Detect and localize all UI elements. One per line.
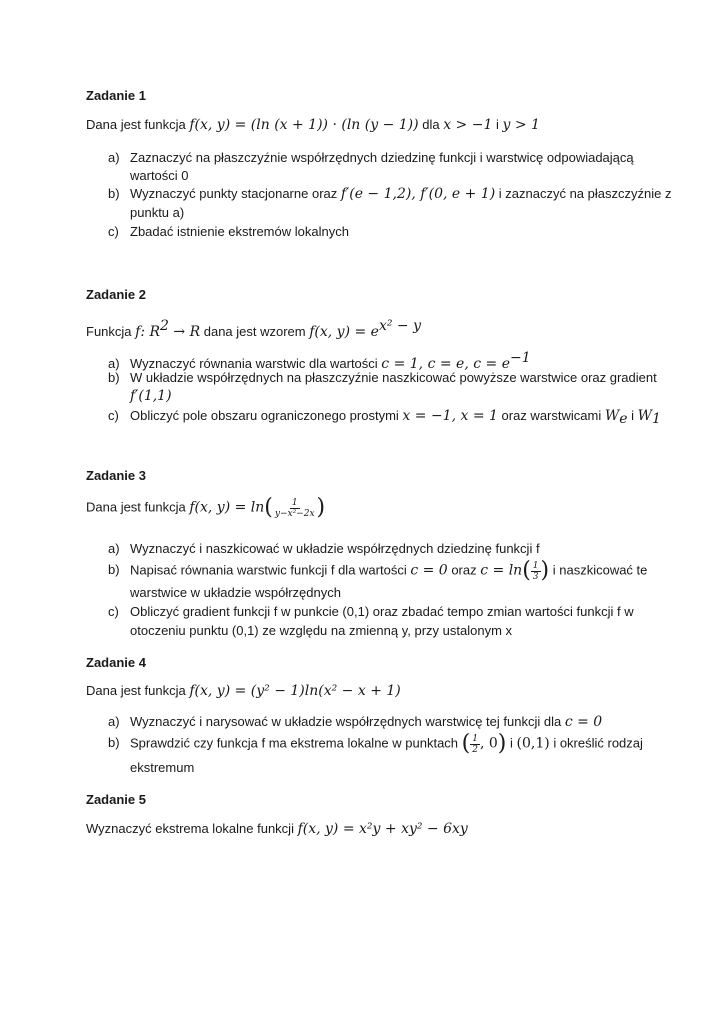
task-1-intro	[86, 117, 540, 133]
item-fraction	[531, 561, 541, 582]
task-1-item-a	[108, 150, 634, 165]
left-paren: (	[522, 558, 531, 583]
task-3-intro	[86, 497, 325, 519]
item-formula: x = −1, x = 1	[402, 408, 498, 424]
task-2-item-c	[108, 408, 661, 427]
fraction-denominator: y−x²−2x	[274, 508, 315, 519]
task-4-item-b-cont: ekstremum	[130, 760, 195, 775]
item-text: Obliczyć pole obszaru ograniczonego prostymi	[130, 408, 403, 423]
item-formula-2: c = ln	[480, 562, 523, 579]
item-level-w-sub: e	[619, 411, 628, 427]
item-label: b)	[108, 735, 120, 751]
task-2-item-b	[108, 370, 657, 385]
fraction-denominator: 3	[532, 571, 539, 582]
item-formula: f′(e − 1,2), f′(0, e + 1)	[340, 186, 496, 202]
item-formula: c = 0	[564, 714, 603, 730]
task-4-formula: f(x, y) = (y² − 1)ln(x² − x + 1)	[189, 683, 401, 699]
fraction-numerator: 1	[472, 733, 478, 744]
task-3-fraction	[273, 498, 317, 519]
task-3-item-c-cont: otoczeniu punktu (0,1) ze względu na zmienną y, przy ustalonym x	[130, 623, 513, 638]
item-label: c)	[108, 604, 119, 619]
task-1-item-a-cont: wartości 0	[130, 168, 189, 183]
task-3-title: Zadanie 3	[86, 468, 146, 483]
task-2-item-a	[108, 350, 531, 372]
task-1-item-b-cont: punktu a)	[130, 205, 185, 220]
task-2-intro	[86, 318, 421, 340]
task-2-mapping-sup: 2	[160, 318, 169, 334]
fraction-denominator: 2	[472, 744, 478, 755]
fraction-numerator: 1	[291, 497, 298, 508]
item-text: Wyznaczyć równania warstwic dla wartości	[130, 356, 382, 371]
item-label: b)	[108, 370, 120, 385]
item-text-b: i zaznaczyć na płaszczyźnie z	[495, 186, 672, 201]
task-5-title: Zadanie 5	[86, 792, 146, 807]
item-text: Wyznaczyć punkty stacjonarne oraz	[130, 186, 341, 201]
task-3-item-c	[108, 604, 634, 619]
task-2-formula: f(x, y) = e	[309, 324, 379, 340]
task-1-intro-text: Dana jest funkcja	[86, 117, 190, 132]
task-3-formula: f(x, y) = ln	[189, 499, 265, 516]
item-text: Napisać równania warstwic funkcji f dla wartości	[130, 562, 411, 578]
item-level-w: W	[604, 408, 620, 424]
item-label: a)	[108, 356, 120, 371]
item-text-b: oraz warstwicami	[497, 408, 605, 423]
task-1-item-b	[108, 186, 671, 202]
item-label: b)	[108, 186, 120, 201]
item-label: c)	[108, 408, 119, 423]
task-2-mapping-b: → R	[168, 324, 201, 340]
item-text-c: i naszkicować te	[549, 562, 648, 578]
task-1-title: Zadanie 1	[86, 88, 146, 103]
task-3-item-b-cont: warstwice w układzie współrzędnych	[130, 585, 341, 600]
task-4-title: Zadanie 4	[86, 655, 146, 670]
item-formula: c = 1, c = e, c = e	[381, 356, 510, 372]
item-formula: f′(1,1)	[130, 388, 172, 404]
task-2-title: Zadanie 2	[86, 287, 146, 302]
task-5-formula: f(x, y) = x²y + xy² − 6xy	[297, 821, 468, 837]
task-2-mapping: f: R	[135, 324, 161, 340]
item-text: Zbadać istnienie ekstremów lokalnych	[130, 224, 349, 239]
item-point-y: , 0	[479, 735, 498, 752]
left-paren: (	[461, 731, 471, 756]
item-formula-sup: −1	[510, 350, 531, 366]
task-5-intro	[86, 821, 468, 837]
task-4-intro-text: Dana jest funkcja	[86, 683, 190, 698]
task-1-item-c	[108, 224, 349, 239]
task-5-intro-text: Wyznaczyć ekstrema lokalne funkcji	[86, 821, 298, 836]
item-text: Sprawdzić czy funkcja f ma ekstrema lokalne w punktach	[130, 735, 462, 751]
task-1-formula: f(x, y) = (ln (x + 1)) · (ln (y − 1))	[189, 117, 419, 133]
item-level-w2-sub: 1	[652, 411, 661, 427]
right-paren: )	[540, 558, 550, 583]
task-3-item-b	[108, 560, 647, 582]
task-1-intro-text2: dla	[418, 117, 444, 132]
task-1-intro-text3: i	[492, 117, 503, 132]
item-text: W układzie współrzędnych na płaszczyźnie naszkicować powyższe warstwice oraz gradient	[130, 370, 657, 385]
right-paren: )	[497, 731, 507, 756]
item-formula: c = 0	[410, 562, 448, 579]
item-text: Wyznaczyć i naszkicować w układzie współrzędnych dziedzinę funkcji f	[130, 541, 540, 556]
task-3-item-a	[108, 541, 540, 556]
item-fraction	[470, 734, 480, 755]
left-paren: (	[264, 495, 273, 520]
item-label: b)	[108, 562, 120, 578]
item-label: c)	[108, 224, 119, 239]
task-4-item-b	[108, 733, 643, 755]
task-2-intro-text: Funkcja	[86, 324, 136, 339]
item-text-b: oraz	[447, 562, 481, 578]
right-paren: )	[316, 495, 326, 520]
task-3-intro-text: Dana jest funkcja	[86, 499, 190, 515]
task-1-condition-y: y > 1	[502, 117, 540, 133]
fraction-numerator: 1	[532, 560, 539, 571]
item-text-b: i	[506, 735, 517, 751]
item-point-2: (0,1)	[516, 735, 550, 752]
item-text: Zaznaczyć na płaszczyźnie współrzędnych dziedzinę funkcji i warstwicę odpowiadającą	[130, 150, 634, 165]
item-label: a)	[108, 714, 120, 729]
item-label: a)	[108, 150, 120, 165]
item-level-w2: W	[637, 408, 653, 424]
task-1-condition-x: x > −1	[443, 117, 493, 133]
task-2-intro-text2: dana jest wzorem	[200, 324, 310, 339]
task-4-intro	[86, 683, 401, 699]
item-text: Wyznaczyć i narysować w układzie współrzędnych warstwicę tej funkcji dla	[130, 714, 565, 729]
task-2-item-b-cont	[130, 388, 172, 404]
item-text-c: i	[627, 408, 638, 423]
task-2-formula-exp: x² − y	[378, 318, 422, 334]
item-text-c: i określić rodzaj	[549, 735, 643, 751]
item-label: a)	[108, 541, 120, 556]
task-4-item-a	[108, 714, 602, 730]
item-text: Obliczyć gradient funkcji f w punkcie (0,1) oraz zbadać tempo zmian wartości funkcji f w	[130, 604, 634, 619]
